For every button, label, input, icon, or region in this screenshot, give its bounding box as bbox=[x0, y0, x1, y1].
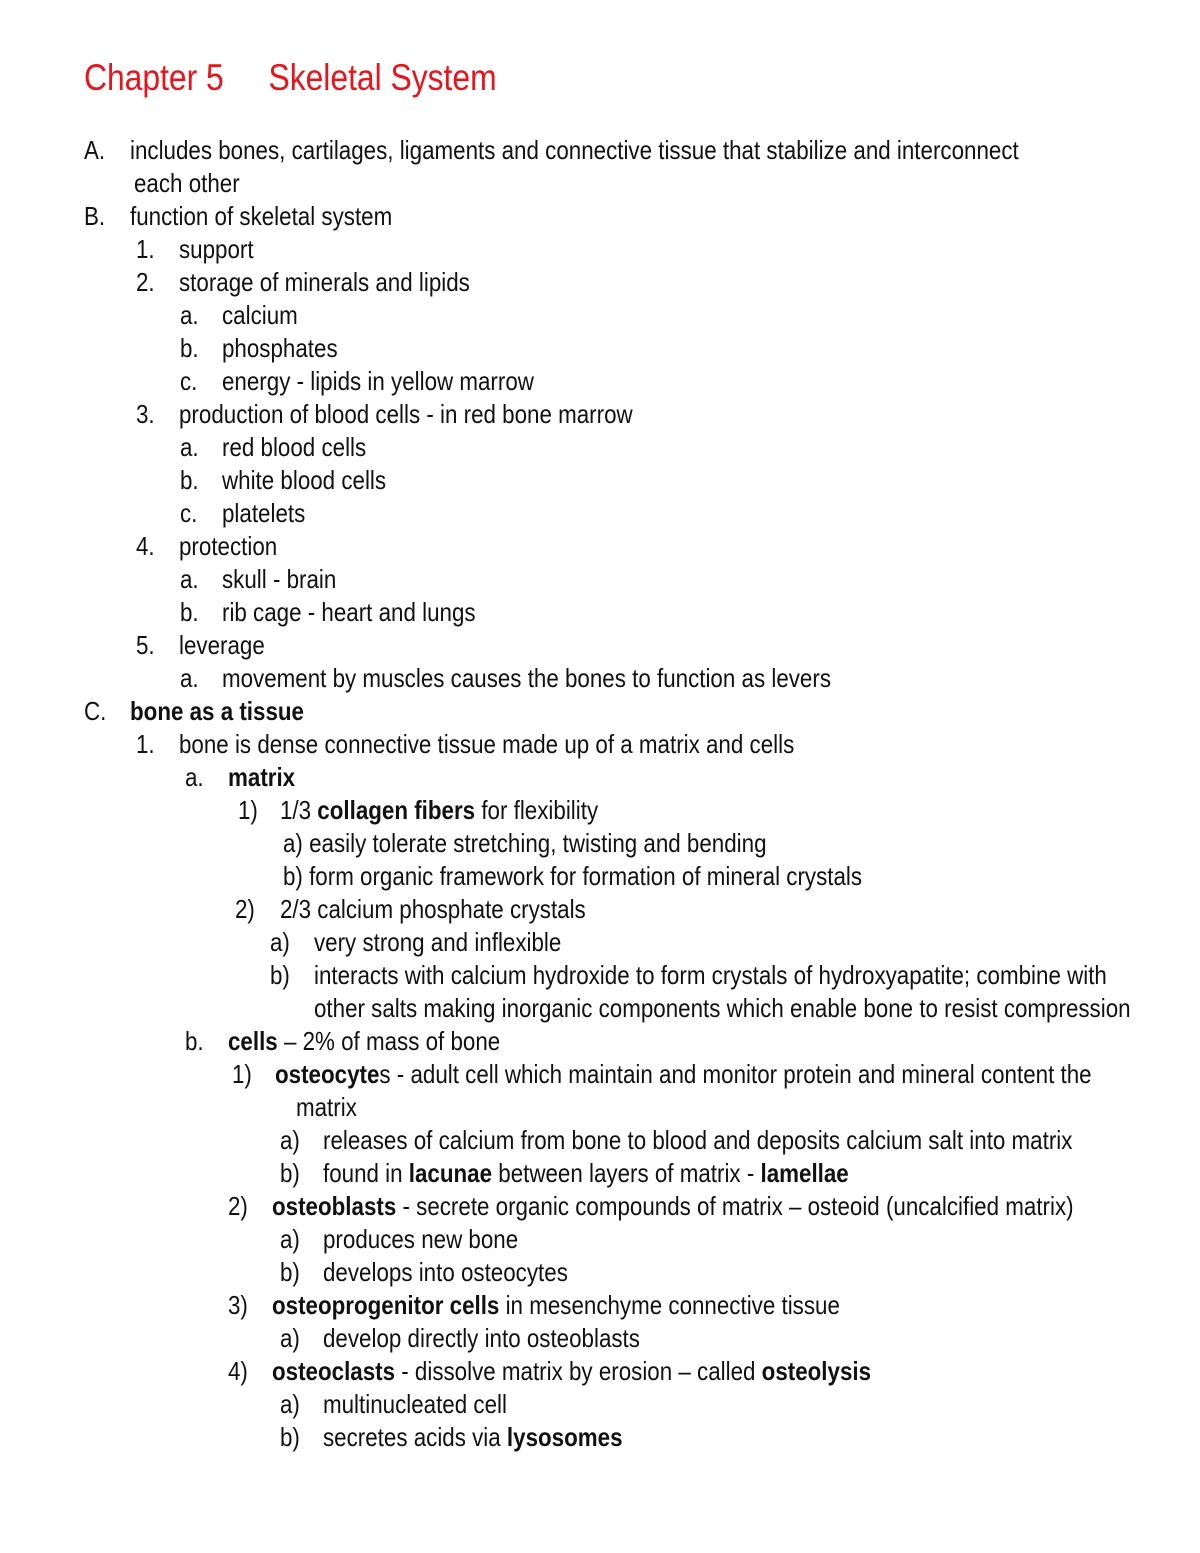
sub-marker: a. bbox=[185, 762, 204, 792]
sub-sub-sub-marker: a) bbox=[280, 1389, 300, 1419]
matrix-heading: matrix bbox=[228, 762, 296, 792]
section-c-marker: C. bbox=[84, 696, 107, 726]
osteocytes-sub-b: found in lacunae between layers of matrix - lamellae bbox=[323, 1158, 849, 1188]
sub-sub-sub-marker: a) bbox=[270, 927, 290, 957]
list-item: protection bbox=[179, 531, 278, 561]
osteoclasts-sub-b: secretes acids via lysosomes bbox=[323, 1422, 623, 1452]
sub-item: energy - lipids in yellow marrow bbox=[222, 366, 534, 396]
sub-item: skull - brain bbox=[222, 564, 337, 594]
sub-marker: a. bbox=[180, 564, 199, 594]
calcium-phosphate-item: 2/3 calcium phosphate crystals bbox=[280, 894, 586, 924]
collagen-sub-a: a) easily tolerate stretching, twisting and bending bbox=[283, 828, 767, 858]
list-item: bone is dense connective tissue made up of a matrix and cells bbox=[179, 729, 795, 759]
section-a-text: includes bones, cartilages, ligaments and connective tissue that stabilize and interconnect bbox=[130, 135, 1019, 165]
collagen-fibers-item: 1/3 collagen fibers for flexibility bbox=[280, 795, 599, 825]
cells-heading: cells – 2% of mass of bone bbox=[228, 1026, 501, 1056]
sub-marker: b. bbox=[180, 597, 199, 627]
sub-sub-marker: 1) bbox=[238, 795, 258, 825]
list-marker: 1. bbox=[136, 234, 155, 264]
list-marker: 3. bbox=[136, 399, 155, 429]
sub-marker: b. bbox=[180, 333, 199, 363]
list-marker: 5. bbox=[136, 630, 155, 660]
sub-item: phosphates bbox=[222, 333, 338, 363]
osteocytes-sub-a: releases of calcium from bone to blood and deposits calcium salt into matrix bbox=[323, 1125, 1073, 1155]
section-b-text: function of skeletal system bbox=[130, 201, 393, 231]
list-item: storage of minerals and lipids bbox=[179, 267, 470, 297]
sub-sub-sub-marker: a) bbox=[280, 1125, 300, 1155]
calcium-phosphate-sub-b-cont: other salts making inorganic components which enable bone to resist compression bbox=[314, 993, 1131, 1023]
osteoblasts-sub-b: develops into osteocytes bbox=[323, 1257, 568, 1287]
sub-sub-marker: 1) bbox=[232, 1059, 252, 1089]
list-item: production of blood cells - in red bone marrow bbox=[179, 399, 633, 429]
calcium-phosphate-sub-a: very strong and inflexible bbox=[314, 927, 562, 957]
sub-sub-sub-marker: a) bbox=[280, 1323, 300, 1353]
sub-sub-marker: 2) bbox=[235, 894, 255, 924]
sub-marker: a. bbox=[180, 300, 199, 330]
sub-sub-marker: 3) bbox=[228, 1290, 248, 1320]
osteoclasts-sub-a: multinucleated cell bbox=[323, 1389, 507, 1419]
page-title bbox=[84, 56, 497, 100]
chapter-label: Chapter 5 bbox=[84, 57, 224, 98]
sub-marker: b. bbox=[185, 1026, 204, 1056]
osteoprogenitor-sub-a: develop directly into osteoblasts bbox=[323, 1323, 640, 1353]
section-a-marker: A. bbox=[84, 135, 106, 165]
section-c-heading: bone as a tissue bbox=[130, 696, 304, 726]
sub-item: movement by muscles causes the bones to function as levers bbox=[222, 663, 832, 693]
osteocytes-item-cont: matrix bbox=[296, 1092, 357, 1122]
sub-sub-sub-marker: b) bbox=[280, 1257, 300, 1287]
sub-marker: c. bbox=[180, 366, 198, 396]
section-a-text-cont: each other bbox=[134, 168, 240, 198]
sub-sub-sub-marker: a) bbox=[280, 1224, 300, 1254]
list-item: support bbox=[179, 234, 254, 264]
osteoprogenitor-item: osteoprogenitor cells in mesenchyme connective tissue bbox=[272, 1290, 840, 1320]
osteoclasts-item: osteoclasts - dissolve matrix by erosion – called osteolysis bbox=[272, 1356, 872, 1386]
list-marker: 1. bbox=[136, 729, 155, 759]
chapter-subject: Skeletal System bbox=[268, 57, 497, 98]
sub-marker: b. bbox=[180, 465, 199, 495]
sub-marker: c. bbox=[180, 498, 198, 528]
sub-marker: a. bbox=[180, 432, 199, 462]
osteocytes-item: osteocytes - adult cell which maintain and monitor protein and mineral content the bbox=[275, 1059, 1092, 1089]
osteoblasts-sub-a: produces new bone bbox=[323, 1224, 519, 1254]
section-b-marker: B. bbox=[84, 201, 106, 231]
sub-sub-marker: 2) bbox=[228, 1191, 248, 1221]
list-item: leverage bbox=[179, 630, 265, 660]
sub-sub-marker: 4) bbox=[228, 1356, 248, 1386]
sub-item: rib cage - heart and lungs bbox=[222, 597, 476, 627]
sub-item: calcium bbox=[222, 300, 298, 330]
sub-sub-sub-marker: b) bbox=[280, 1158, 300, 1188]
sub-marker: a. bbox=[180, 663, 199, 693]
list-marker: 4. bbox=[136, 531, 155, 561]
sub-item: platelets bbox=[222, 498, 306, 528]
list-marker: 2. bbox=[136, 267, 155, 297]
calcium-phosphate-sub-b: interacts with calcium hydroxide to form crystals of hydroxyapatite; combine with bbox=[314, 960, 1107, 990]
sub-item: white blood cells bbox=[222, 465, 387, 495]
sub-sub-sub-marker: b) bbox=[280, 1422, 300, 1452]
collagen-sub-b: b) form organic framework for formation of mineral crystals bbox=[283, 861, 863, 891]
sub-item: red blood cells bbox=[222, 432, 367, 462]
sub-sub-sub-marker: b) bbox=[270, 960, 290, 990]
osteoblasts-item: osteoblasts - secrete organic compounds of matrix – osteoid (uncalcified matrix) bbox=[272, 1191, 1074, 1221]
